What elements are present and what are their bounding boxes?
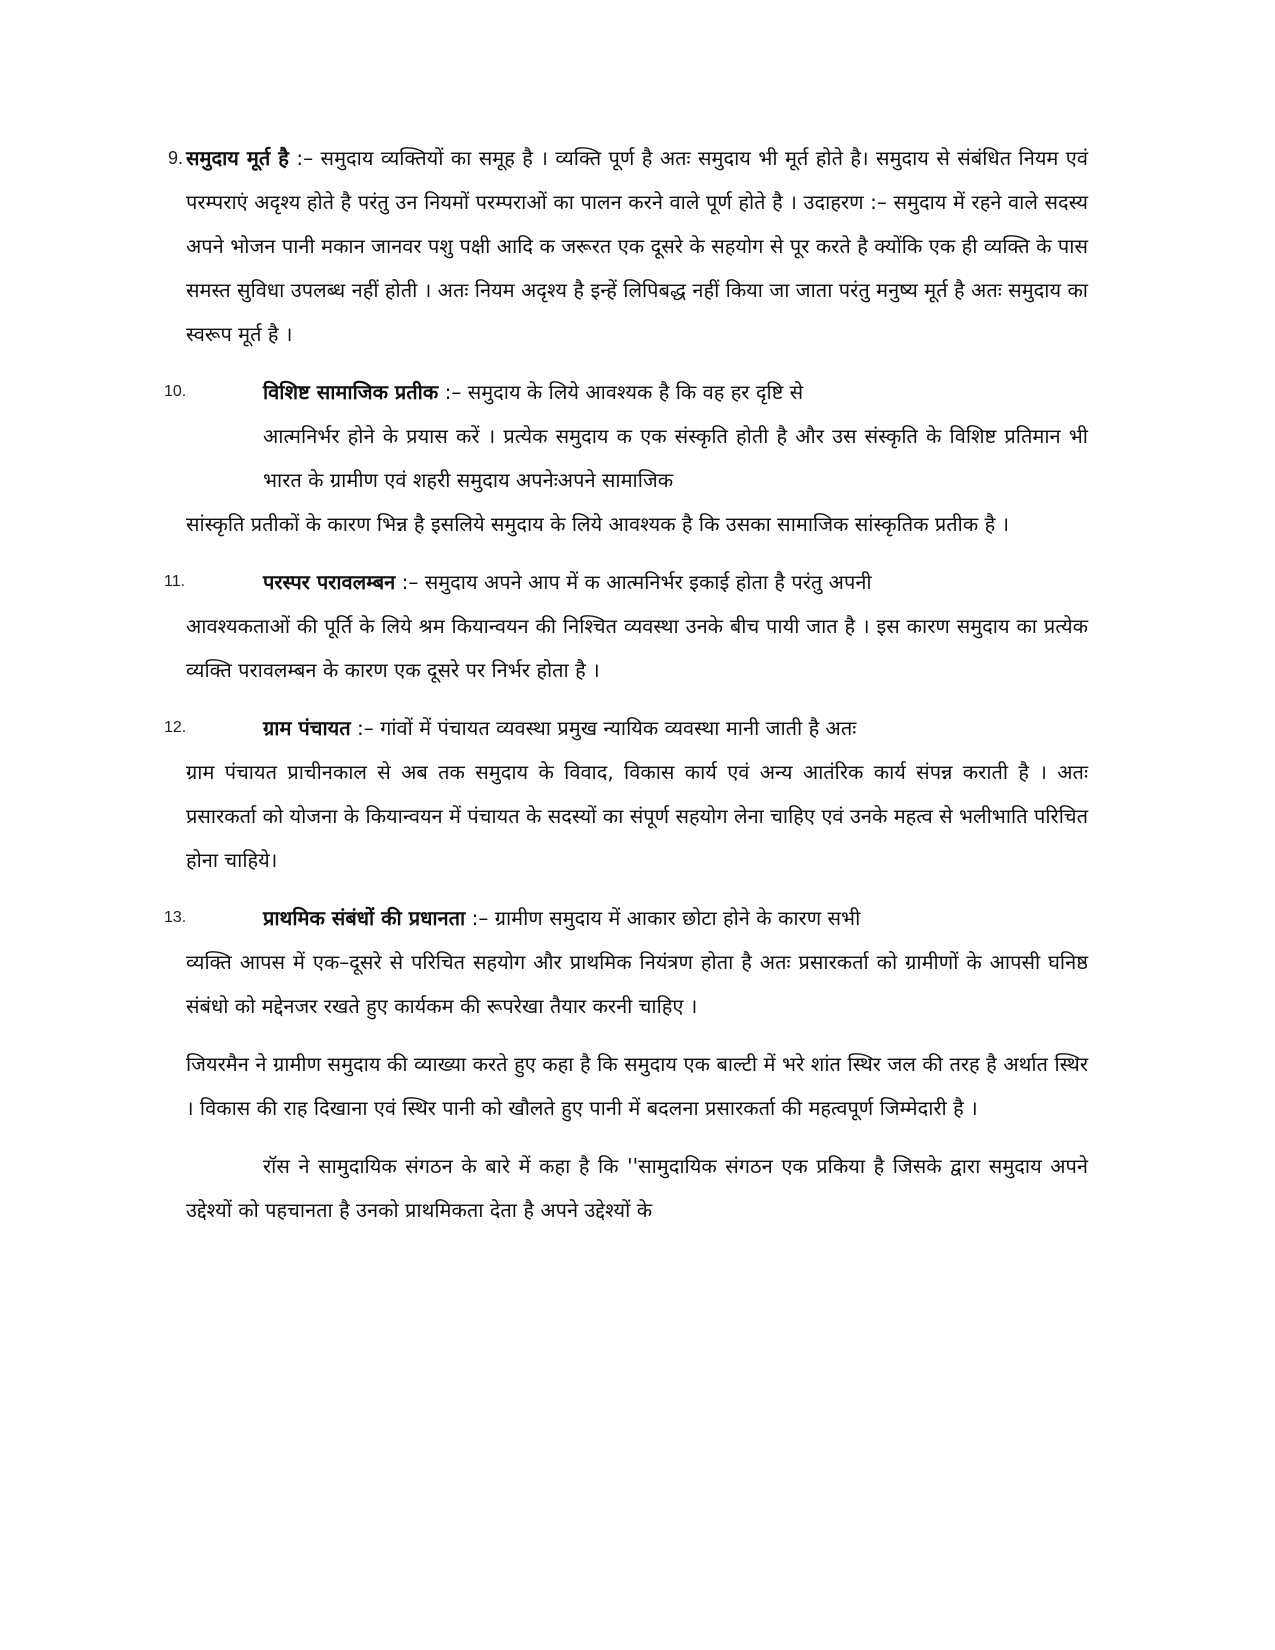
item-text-first: समुदाय अपने आप में क आत्मनिर्भर इकाई होता है परंतु अपनी — [424, 570, 872, 594]
list-item-12 — [164, 706, 1088, 882]
list-item-13 — [164, 896, 1088, 1028]
heading-separator: :– — [438, 380, 468, 404]
body-paragraph-ross: रॉस ने सामुदायिक संगठन के बारे में कहा है कि ''सामुदायिक संगठन एक प्रकिया है जिसके द्वारा समुदाय अपने उद्देश्यों को पहचानता है उनको प्राथमिकता देता है अपने उद्देश्यों के — [186, 1154, 1088, 1222]
item-number: 12. — [164, 719, 187, 736]
item-text-first: समुदाय के लिये आवश्यक है कि वह हर दृष्टि से — [467, 380, 804, 404]
item-heading: विशिष्ट सामाजिक प्रतीक — [263, 380, 439, 404]
item-indented-text: आत्मनिर्भर होने के प्रयास करें । प्रत्येक समुदाय क एक संस्कृति होती है और उस संस्कृति के विशिष्ट प्रतिमान भी भारत के ग्रामीण एवं शहरी समुदाय अपनेःअपने सामाजिक — [263, 424, 1088, 492]
item-text: समुदाय व्यक्तियों का समूह है । व्यक्ति पूर्ण है अतः समुदाय भी मूर्त होते है। समुदाय से संबंधित नियम एवं परम्पराएं अदृश्य होते है परंतु उन नियमों परम्पराओं का पालन करने वाले पूर्ण होते है । उदाहरण :– समुदाय में रहने वाले सदस्य अपने भोजन पानी मकान जानवर पशु पक्षी आदि क जरूरत एक दूसरे के सहयोग से पूर करते है क्योंकि एक ही व्यक्ति के पास समस्त सुविधा उपलब्ध नहीं होती । अतः नियम अदृश्य है इन्हें लिपिबद्ध नहीं किया जा जाता परंतु मनुष्य मूर्त है अतः समुदाय का स्वरूप मूर्त है । — [186, 146, 1088, 346]
item-text-first: ग्रामीण समुदाय में आकार छोटा होने के कारण सभी — [494, 906, 861, 930]
item-text-rest: ग्राम पंचायत प्राचीनकाल से अब तक समुदाय के विवाद, विकास कार्य एवं अन्य आतंरिक कार्य संपन्न कराती है । अतः प्रसारकर्ता को योजना के कियान्वयन में पंचायत के सदस्यों का संपूर्ण सहयोग लेना चाहिए एवं उनके महत्व से भलीभाति परिचित होना चाहिये। — [186, 760, 1088, 872]
item-heading: प्राथमिक संबंधों की प्रधानता — [263, 906, 466, 930]
list-item-11 — [164, 560, 1088, 692]
heading-separator: :– — [350, 716, 381, 740]
item-heading: समुदाय मूर्त है — [186, 146, 289, 170]
item-lead-paragraph — [186, 706, 1088, 750]
item-number: 11. — [164, 573, 186, 590]
heading-separator: :– — [288, 146, 321, 170]
heading-separator: :– — [465, 906, 495, 930]
item-text-rest: आवश्यकताओं की पूर्ति के लिये श्रम कियान्वयन की निश्चित व्यवस्था उनके बीच पायी जात है । इस कारण समुदाय का प्रत्येक व्यक्ति परावलम्बन के कारण एक दूसरे पर निर्भर होता है । — [186, 614, 1088, 682]
item-text-first: गांवों में पंचायत व्यवस्था प्रमुख न्यायिक व्यवस्था मानी जाती है अतः — [380, 716, 857, 740]
item-lead-paragraph — [186, 370, 1088, 414]
item-number: 9. — [168, 148, 184, 168]
item-lead-paragraph — [186, 896, 1088, 940]
item-text-rest: व्यक्ति आपस में एक–दूसरे से परिचित सहयोग और प्राथमिक नियंत्रण होता है अतः प्रसारकर्ता को ग्रामीणों के आपसी घनिष्ठ संबंधो को मद्देनजर रखते हुए कार्यकम की रूपरेखा तैयार करनी चाहिए । — [186, 950, 1088, 1018]
item-lead-paragraph — [186, 560, 1088, 604]
item-heading: ग्राम पंचायत — [263, 716, 351, 740]
document-body — [164, 136, 1088, 1246]
item-paragraph — [186, 136, 1088, 356]
item-number: 13. — [164, 909, 187, 926]
item-heading: परस्पर परावलम्बन — [263, 570, 396, 594]
item-text-rest: सांस्कृति प्रतीकों के कारण भिन्न है इसलिये समुदाय के लिये आवश्यक है कि उसका सामाजिक सांस्कृतिक प्रतीक है । — [186, 512, 1010, 536]
body-paragraph-zimmerman: जियरमैन ने ग्रामीण समुदाय की व्याख्या करते हुए कहा है कि समुदाय एक बाल्टी में भरे शांत स्थिर जल की तरह है अर्थात स्थिर । विकास की राह दिखाना एवं स्थिर पानी को खौलते हुए पानी में बदलना प्रसारकर्ता की महत्वपूर्ण जिम्मेदारी है । — [186, 1052, 1088, 1120]
item-number: 10. — [164, 383, 187, 400]
list-item-10 — [164, 370, 1088, 546]
heading-separator: :– — [395, 570, 425, 594]
list-item-9 — [168, 136, 1088, 356]
